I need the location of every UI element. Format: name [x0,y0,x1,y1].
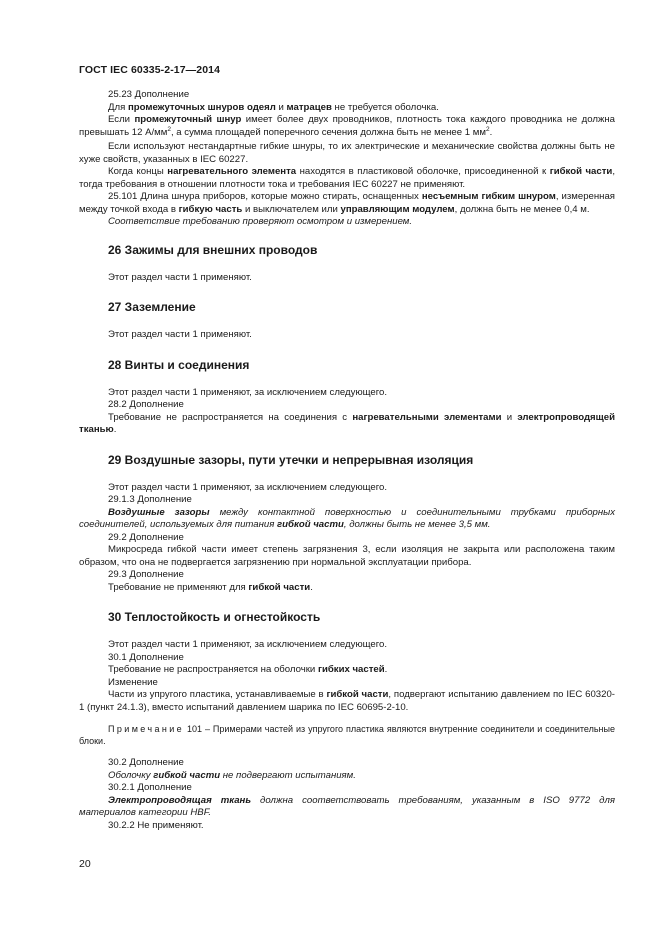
paragraph: Если используют нестандартные гибкие шнуры, то их электрические и механические свойства должны быть не хуже свойств, указанных в IEC 60227. [79,141,615,165]
paragraph: Этот раздел части 1 применяют. [108,329,252,340]
clause-30-2-2: 30.2.2 Не применяют. [108,819,204,831]
note-101: Примечание 101 – Примерами частей из упругого пластика являются внутренние соединители и соединительные блоки. [79,724,615,746]
paragraph: Требование не распространяется на оболочки гибких частей. [108,664,388,675]
section-heading-26: 26 Зажимы для внешних проводов [108,242,318,257]
section-heading-29: 29 Воздушные зазоры, пути утечки и непрерывная изоляция [108,452,474,467]
page-content [79,89,615,832]
clause-30-1-title: 30.1 Дополнение [108,651,184,663]
paragraph: Этот раздел части 1 применяют, за исключением следующего. [108,639,388,650]
clause-29-2-title: 29.2 Дополнение [108,531,184,543]
paragraph: Для промежуточных шнуров одеял и матрацев не требуется оболочка. [108,101,439,113]
paragraph: Требование не распространяется на соединения с нагревательными элементами и электропроводящей тканью. [79,411,615,435]
paragraph: Этот раздел части 1 применяют, за исключением следующего. [108,481,388,493]
clause-25-23-title: 25.23 Дополнение [108,89,190,100]
section-heading-27: 27 Заземление [108,300,196,314]
clause-28-2-title: 28.2 Дополнение [108,399,184,410]
paragraph: Этот раздел части 1 применяют, за исключением следующего. [108,386,388,398]
paragraph: Этот раздел части 1 применяют. [108,271,252,283]
paragraph: Если промежуточный шнур имеет более двух проводников, плотность тока каждого проводника не должна превышать 12 $А/мм^2$, а сумма площадей поперечного сечения должна быть не менее 1 $мм^2$. [79,114,615,138]
paragraph: Оболочку гибкой части не подвергают испытаниям. [108,769,356,781]
paragraph: Электропроводящая ткань должна соответствовать требованиям, указанным в ISO 9772 для материалов категории HBF. [79,794,615,818]
paragraph: Микросреда гибкой части имеет степень загрязнения 3, если изоляция не закрыта или расположена таким образом, что она не подвергается загрязнению при нормальной эксплуатации прибора. [79,544,615,568]
paragraph: Части из упругого пластика, устанавливаемые в гибкой части, подвергают испытанию давлением по IEC 60320-1 (пункт 24.1.3), вместо испытаний давлением шарика по IEC 60695-2-10. [79,689,616,713]
paragraph: Воздушные зазоры между контактной поверхностью и соединительными трубками приборных соединителей, используемых для питания гибкой части, должны быть не менее 3,5 мм. [79,506,616,530]
clause-30-2-title: 30.2 Дополнение [108,757,184,768]
clause-30-2-1-title: 30.2.1 Дополнение [108,782,192,793]
section-heading-30: 30 Теплостойкость и огнестойкость [108,610,321,624]
change-label: Изменение [108,676,158,688]
section-heading-28: 28 Винты и соединения [108,357,250,372]
page-number: 20 [79,858,91,870]
compliance-note: Соответствие требованию проверяют осмотром и измерением. [108,216,413,227]
clause-29-3-title: 29.3 Дополнение [108,569,184,580]
paragraph: Когда концы нагревательного элемента находятся в пластиковой оболочке, присоединенной к гибкой части, тогда требования в отношении плотности тока и требования IEC 60227 не применяют. [79,166,615,190]
clause-29-1-3-title: 29.1.3 Дополнение [108,494,192,505]
paragraph: Требование не применяют для гибкой части. [108,581,313,593]
document-header: ГОСТ IEC 60335-2-17—2014 [79,64,221,76]
clause-25-101: 25.101 Длина шнура приборов, которые можно стирать, оснащенных несъемным гибким шнуром, измеренная между точкой входа в гибкую часть и выключателем или управляющим модулем, должна быть не менее 0,4 м. [79,191,615,215]
